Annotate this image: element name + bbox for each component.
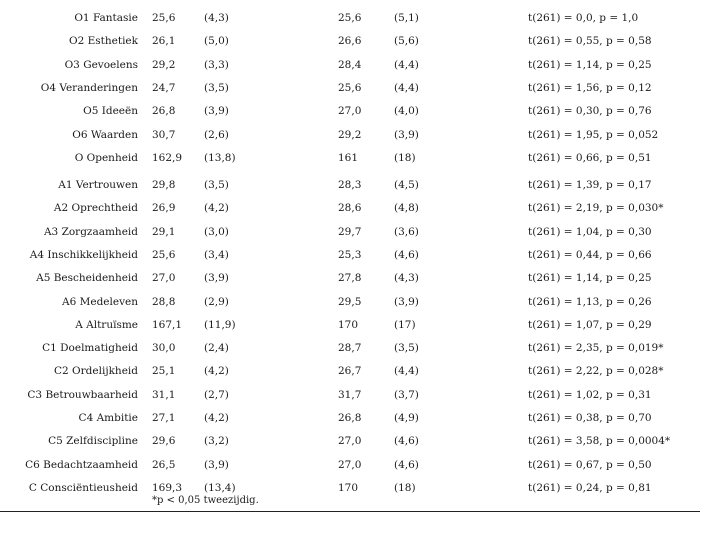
scale-label: A6 Medeleven [62,295,138,308]
group1-mean: 24,7 [152,81,176,94]
table-row [0,8,720,28]
t-test-result: t(261) = 1,56, p = 0,12 [528,81,652,94]
table-footnote: *p < 0,05 tweezijdig. [152,495,259,506]
group1-sd: (3,9) [204,458,229,471]
t-test-result: t(261) = 0,38, p = 0,70 [528,411,652,424]
group2-mean: 26,6 [338,35,362,48]
group1-sd: (3,5) [204,179,229,191]
group2-sd: (4,6) [394,435,419,448]
group1-sd: (13,4) [204,481,236,494]
table-row [0,78,720,98]
t-test-result: t(261) = 2,19, p = 0,030* [528,202,664,215]
group1-mean: 29,2 [152,58,176,71]
t-test-result: t(261) = 0,55, p = 0,58 [528,35,652,48]
group1-mean: 27,1 [152,411,176,424]
table-row [0,101,720,121]
group2-sd: (4,4) [394,365,419,378]
group2-mean: 25,6 [338,81,362,94]
group2-sd: (5,1) [394,12,419,24]
t-test-result: t(261) = 2,22, p = 0,028* [528,365,664,378]
scale-label: C5 Zelfdiscipline [48,435,138,448]
group1-sd: (3,3) [204,58,229,71]
scale-label: A2 Oprechtheid [53,202,138,215]
group1-sd: (2,4) [204,342,229,354]
group1-mean: 167,1 [152,318,183,331]
scale-label: A5 Bescheidenheid [36,272,138,285]
table-row [0,148,720,168]
group1-mean: 30,7 [152,128,176,141]
group2-sd: (4,0) [394,105,419,118]
scale-label: O Openheid [74,151,138,164]
scale-label: C6 Bedachtzaamheid [25,458,138,471]
group2-mean: 161 [338,151,359,164]
t-test-result: t(261) = 0,66, p = 0,51 [528,151,652,164]
group1-sd: (11,9) [204,318,236,331]
t-test-result: t(261) = 1,14, p = 0,25 [528,272,652,285]
scale-label: A Altruïsme [75,318,138,331]
t-test-result: t(261) = 3,58, p = 0,0004* [528,435,671,448]
table-row [0,478,720,498]
group2-sd: (3,5) [394,342,419,354]
group2-mean: 170 [338,318,359,331]
group2-mean: 27,0 [338,458,362,471]
group1-mean: 25,6 [152,248,176,261]
t-test-result: t(261) = 2,35, p = 0,019* [528,342,664,354]
t-test-result: t(261) = 0,30, p = 0,76 [528,105,652,118]
t-test-result: t(261) = 1,13, p = 0,26 [528,295,652,308]
table-row [0,385,720,405]
group2-mean: 26,7 [338,365,362,378]
group2-mean: 28,4 [338,58,362,71]
table-row [0,268,720,288]
scale-label: C1 Doelmatigheid [42,342,138,354]
group1-mean: 28,8 [152,295,176,308]
table-bottom-rule [0,511,700,512]
group2-sd: (4,8) [394,202,419,215]
group1-sd: (2,9) [204,295,229,308]
t-test-result: t(261) = 0,44, p = 0,66 [528,248,652,261]
scale-label: C3 Betrouwbaarheid [27,388,138,401]
table-row [0,431,720,451]
t-test-result: t(261) = 1,14, p = 0,25 [528,58,652,71]
group2-mean: 29,7 [338,225,362,238]
group1-sd: (5,0) [204,35,229,48]
group2-sd: (3,9) [394,295,419,308]
group2-sd: (5,6) [394,35,419,48]
scale-label: A4 Inschikkelijkheid [29,248,138,261]
group2-sd: (4,9) [394,411,419,424]
table-row [0,198,720,218]
table-row [0,125,720,145]
group1-mean: 27,0 [152,272,176,285]
scale-label: O5 Ideeën [83,105,138,118]
group1-sd: (3,4) [204,248,229,261]
group2-sd: (4,4) [394,81,419,94]
group1-mean: 26,9 [152,202,176,215]
group1-sd: (4,2) [204,202,229,215]
group1-sd: (3,9) [204,105,229,118]
group2-sd: (4,6) [394,248,419,261]
t-test-result: t(261) = 0,24, p = 0,81 [528,481,652,494]
group2-mean: 27,0 [338,435,362,448]
group2-mean: 28,7 [338,342,362,354]
group2-mean: 170 [338,481,359,494]
scale-label: C Consciëntieusheid [28,481,138,494]
group2-sd: (4,4) [394,58,419,71]
group2-sd: (4,6) [394,458,419,471]
group2-sd: (3,6) [394,225,419,238]
group1-sd: (13,8) [204,151,236,164]
table-row [0,55,720,75]
t-test-result: t(261) = 1,04, p = 0,30 [528,225,652,238]
scale-label: A3 Zorgzaamheid [43,225,138,238]
scale-label: O1 Fantasie [74,12,138,24]
group2-mean: 29,5 [338,295,362,308]
group1-sd: (3,0) [204,225,229,238]
group2-sd: (4,3) [394,272,419,285]
table-row [0,222,720,242]
group2-mean: 29,2 [338,128,362,141]
t-test-result: t(261) = 1,07, p = 0,29 [528,318,652,331]
table-row [0,455,720,475]
group1-mean: 162,9 [152,151,183,164]
scale-label: O4 Veranderingen [40,81,138,94]
group2-sd: (18) [394,151,416,164]
group1-mean: 29,8 [152,179,176,191]
group2-mean: 26,8 [338,411,362,424]
group2-sd: (17) [394,318,416,331]
group1-mean: 31,1 [152,388,176,401]
table-row [0,408,720,428]
group2-mean: 31,7 [338,388,362,401]
table-row [0,361,720,381]
scale-label: O6 Waarden [72,128,138,141]
group1-sd: (4,2) [204,411,229,424]
group2-mean: 25,3 [338,248,362,261]
group2-sd: (3,9) [394,128,419,141]
t-test-result: t(261) = 0,67, p = 0,50 [528,458,652,471]
table-row [0,315,720,335]
scale-label: A1 Vertrouwen [58,179,138,191]
t-test-result: t(261) = 1,95, p = 0,052 [528,128,659,141]
table-row [0,175,720,195]
group1-mean: 26,5 [152,458,176,471]
group2-sd: (3,7) [394,388,419,401]
group2-mean: 28,3 [338,179,362,191]
table-row [0,292,720,312]
table-row [0,245,720,265]
group1-sd: (4,2) [204,365,229,378]
t-test-result: t(261) = 1,39, p = 0,17 [528,179,652,191]
scale-label: C2 Ordelijkheid [53,365,138,378]
group1-sd: (2,6) [204,128,229,141]
group2-mean: 25,6 [338,12,362,24]
group1-mean: 30,0 [152,342,176,354]
group1-sd: (2,7) [204,388,229,401]
group1-sd: (3,9) [204,272,229,285]
t-test-result: t(261) = 0,0, p = 1,0 [528,12,639,24]
group2-mean: 27,8 [338,272,362,285]
t-test-result: t(261) = 1,02, p = 0,31 [528,388,652,401]
table-row [0,338,720,358]
scale-label: O2 Esthetiek [68,35,138,48]
group1-mean: 29,6 [152,435,176,448]
group1-mean: 29,1 [152,225,176,238]
group2-mean: 28,6 [338,202,362,215]
group1-mean: 169,3 [152,481,183,494]
group1-sd: (3,2) [204,435,229,448]
group1-mean: 25,1 [152,365,176,378]
group1-mean: 26,1 [152,35,176,48]
group1-mean: 25,6 [152,12,176,24]
scale-label: C4 Ambitie [78,411,138,424]
group2-sd: (18) [394,481,416,494]
group1-mean: 26,8 [152,105,176,118]
group1-sd: (3,5) [204,81,229,94]
group2-sd: (4,5) [394,179,419,191]
scale-label: O3 Gevoelens [64,58,138,71]
group1-sd: (4,3) [204,12,229,24]
table-row [0,31,720,51]
group2-mean: 27,0 [338,105,362,118]
